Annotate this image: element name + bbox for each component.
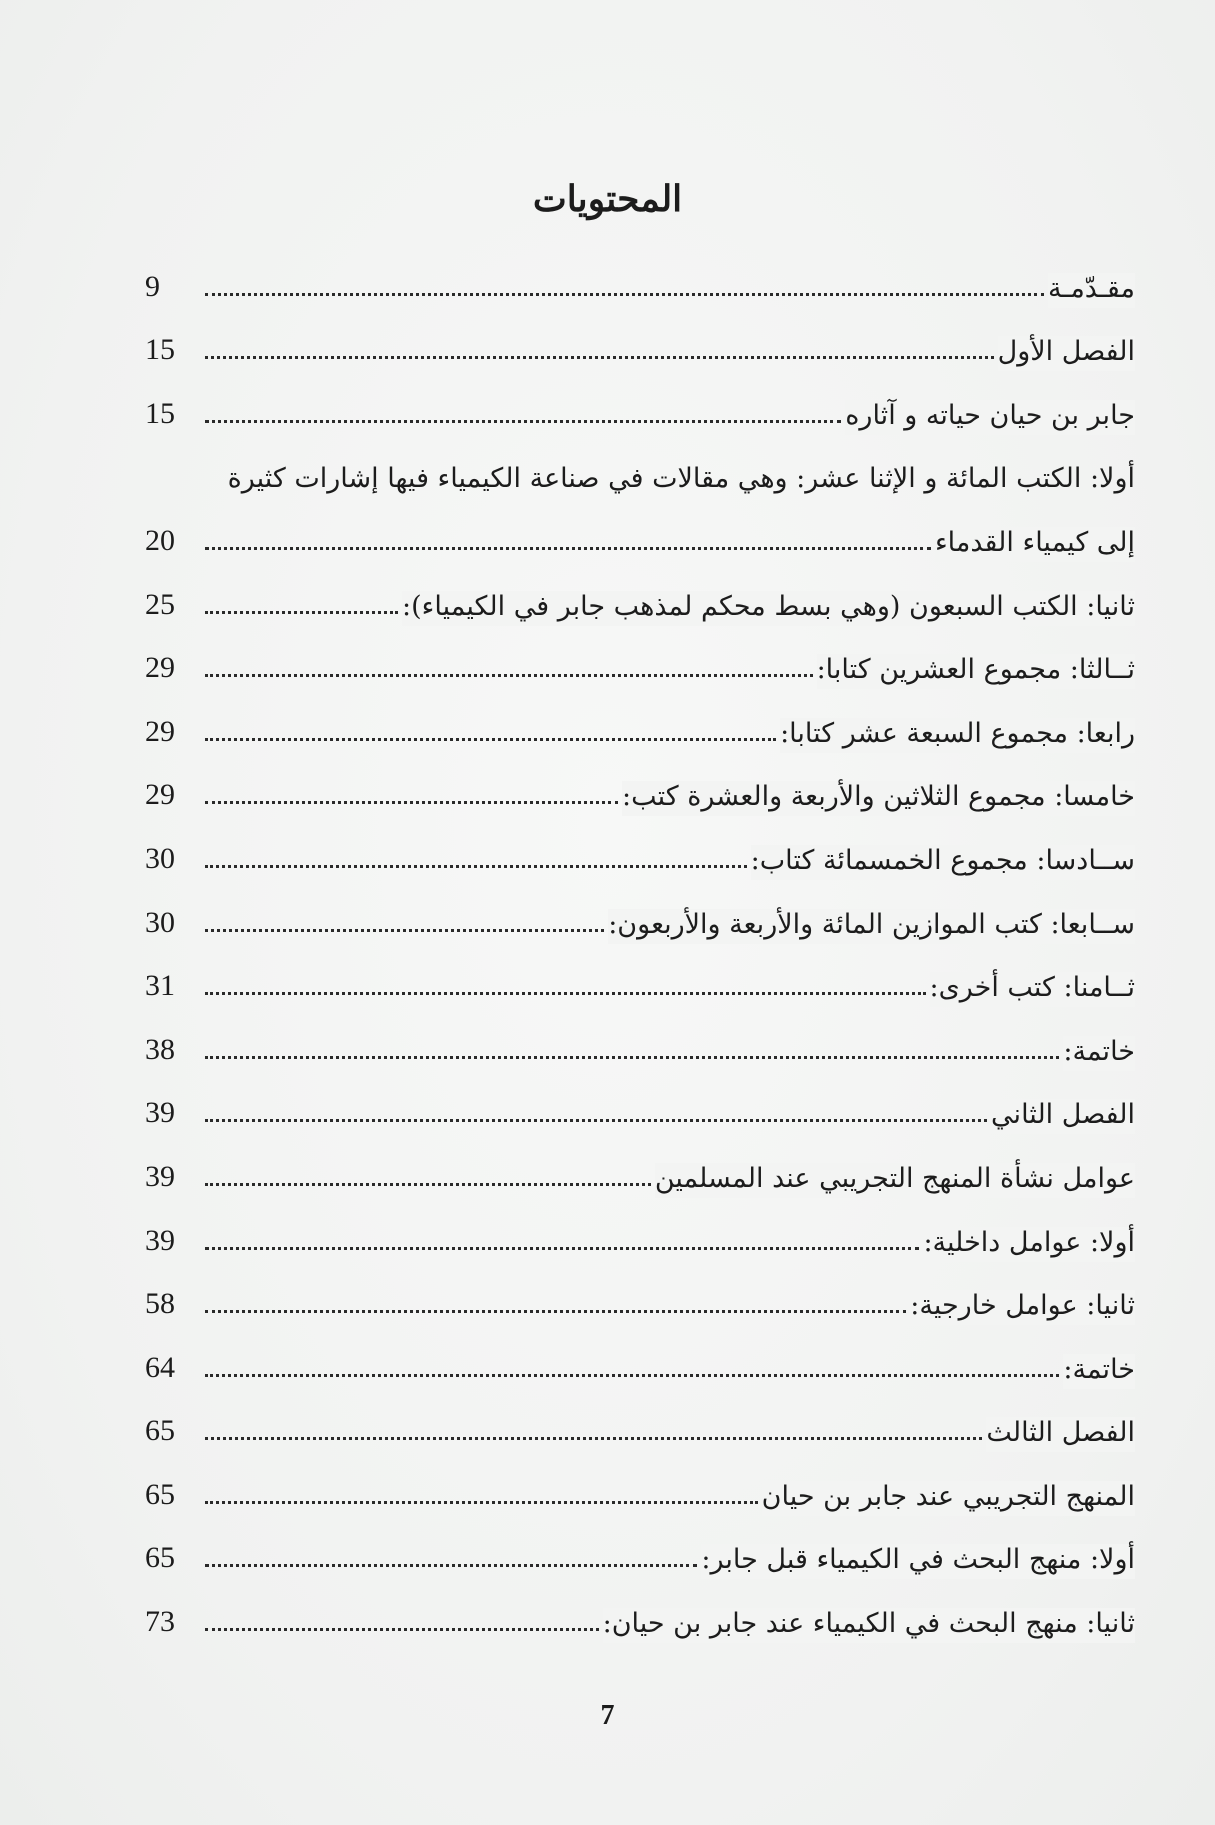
toc-entry-title: الفصل الثاني — [991, 1099, 1135, 1134]
dot-leader — [205, 1183, 651, 1186]
toc-entry-title: خاتمة: — [1063, 1036, 1135, 1071]
toc-entry-page: 58 — [145, 1287, 175, 1321]
toc-entry-title: ثانيا: الكتب السبعون (وهي بسط محكم لمذهب جابر في الكيمياء): — [402, 591, 1135, 626]
toc-entry — [145, 1262, 1135, 1326]
toc-entry-title: ســادسا: مجموع الخمسمائة كتاب: — [751, 845, 1135, 880]
toc-entry-page: 39 — [145, 1159, 175, 1193]
toc-entry-title: مقـدّمـة — [1048, 273, 1135, 308]
dot-leader — [205, 1501, 758, 1504]
toc-entry — [145, 371, 1135, 435]
toc-entry-title: جابر بن حيان حياته و آثاره — [845, 400, 1135, 435]
toc-entry — [145, 1071, 1135, 1135]
toc-entry — [145, 498, 1135, 562]
toc-entry — [145, 880, 1135, 944]
toc-entry-page: 29 — [145, 778, 175, 812]
dot-leader — [205, 1247, 919, 1250]
dot-leader — [205, 674, 813, 677]
toc-entry-page: 65 — [145, 1414, 175, 1448]
toc-entry-title: ثانيا: منهج البحث في الكيمياء عند جابر بن حيان: — [603, 1608, 1135, 1643]
toc-entry — [145, 753, 1135, 817]
toc-entry — [145, 1452, 1135, 1516]
toc-entry-page: 15 — [145, 333, 175, 367]
toc-entry-page: 29 — [145, 714, 175, 748]
dot-leader — [205, 801, 618, 804]
dot-leader — [205, 356, 994, 359]
toc-entry — [145, 626, 1135, 690]
toc-entry-title: الفصل الأول — [998, 336, 1135, 371]
dot-leader — [205, 1119, 987, 1122]
toc-entry-page: 25 — [145, 587, 175, 621]
toc-entry-page: 39 — [145, 1223, 175, 1257]
toc-entry — [145, 1198, 1135, 1262]
dot-leader — [205, 1056, 1059, 1059]
toc-entry-title: خامسا: مجموع الثلاثين والأربعة والعشرة كتب: — [622, 781, 1135, 816]
toc-entry — [145, 1389, 1135, 1453]
toc-entry-page: 20 — [145, 523, 175, 557]
toc-entry-wrapped-line — [145, 435, 1135, 499]
table-of-contents — [145, 244, 1135, 1643]
toc-entry-page: 73 — [145, 1605, 175, 1639]
toc-entry-title: الفصل الثالث — [986, 1417, 1135, 1452]
toc-entry-title: أولا: عوامل داخلية: — [923, 1227, 1135, 1262]
dot-leader — [205, 929, 604, 932]
toc-entry-title: إلى كيمياء القدماء — [935, 527, 1135, 562]
toc-entry-page: 39 — [145, 1096, 175, 1130]
toc-entry — [145, 1007, 1135, 1071]
toc-entry-title: ســابعا: كتب الموازين المائة والأربعة والأربعون: — [608, 909, 1135, 944]
dot-leader — [205, 992, 926, 995]
dot-leader — [205, 547, 931, 550]
page-title: المحتويات — [532, 178, 683, 220]
toc-entry-title: ثانيا: عوامل خارجية: — [910, 1290, 1135, 1325]
toc-entry — [145, 244, 1135, 308]
dot-leader — [205, 420, 841, 423]
toc-entry — [145, 1579, 1135, 1643]
toc-entry-page: 65 — [145, 1477, 175, 1511]
toc-entry — [145, 816, 1135, 880]
toc-entry-page: 64 — [145, 1350, 175, 1384]
dot-leader — [205, 1374, 1059, 1377]
toc-entry-title: ثــالثا: مجموع العشرين كتابا: — [817, 654, 1135, 689]
dot-leader — [205, 1628, 599, 1631]
toc-entry — [145, 1516, 1135, 1580]
toc-entry-page: 31 — [145, 969, 175, 1003]
toc-entry-title: المنهج التجريبي عند جابر بن حيان — [762, 1481, 1135, 1516]
toc-entry-page: 29 — [145, 651, 175, 685]
dot-leader — [205, 293, 1044, 296]
toc-entry-title: رابعا: مجموع السبعة عشر كتابا: — [780, 718, 1135, 753]
toc-entry — [145, 944, 1135, 1008]
toc-entry — [145, 1134, 1135, 1198]
toc-entry-page: 30 — [145, 905, 175, 939]
dot-leader — [205, 1310, 906, 1313]
dot-leader — [205, 1437, 982, 1440]
dot-leader — [205, 1564, 697, 1567]
toc-entry — [145, 562, 1135, 626]
toc-entry-title: عوامل نشأة المنهج التجريبي عند المسلمين — [655, 1163, 1135, 1198]
page-number: 7 — [600, 1700, 615, 1731]
toc-entry-title: ثــامنا: كتب أخرى: — [930, 972, 1136, 1007]
toc-entry-page: 30 — [145, 841, 175, 875]
toc-entry-page: 9 — [145, 269, 160, 303]
toc-entry — [145, 1325, 1135, 1389]
toc-entry-page: 15 — [145, 396, 175, 430]
toc-entry-page: 38 — [145, 1032, 175, 1066]
dot-leader — [205, 865, 747, 868]
dot-leader — [205, 611, 398, 614]
toc-entry — [145, 689, 1135, 753]
toc-entry-title: خاتمة: — [1063, 1354, 1135, 1389]
dot-leader — [205, 738, 776, 741]
toc-entry-title: أولا: منهج البحث في الكيمياء قبل جابر: — [701, 1544, 1135, 1579]
toc-entry — [145, 308, 1135, 372]
toc-entry-page: 65 — [145, 1541, 175, 1575]
toc-entry-title-line1: أولا: الكتب المائة و الإثنا عشر: وهي مقالات في صناعة الكيمياء فيها إشارات كثيرة — [227, 463, 1135, 495]
